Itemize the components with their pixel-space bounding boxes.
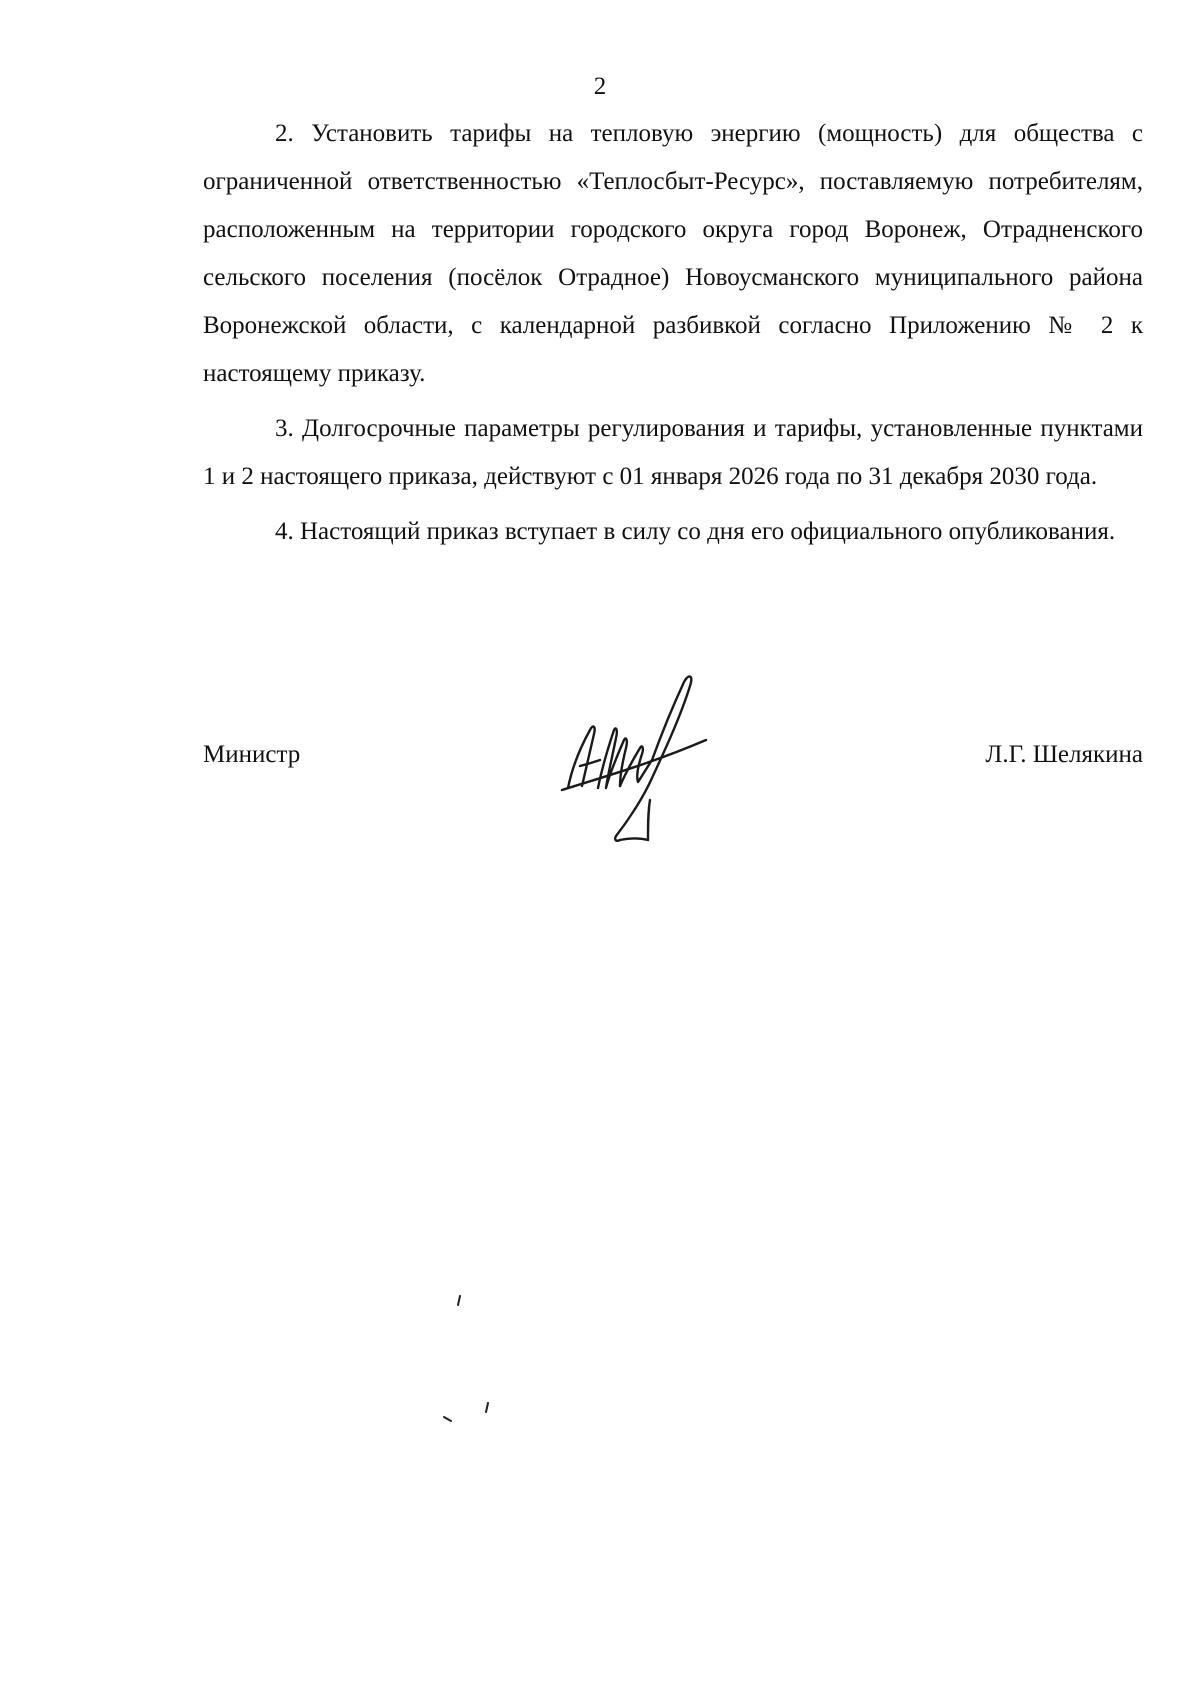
scan-speck: [443, 1415, 455, 1423]
document-body: [203, 110, 1143, 563]
signatory-position: Министр: [203, 741, 301, 768]
paragraph-3-validity-period: 3. Долгосрочные параметры регулирования и тарифы, установленные пунктами 1 и 2 настоящего приказа, действуют с 01 января 2026 года по 31 декабря 2030 года.: [203, 415, 1143, 490]
page-number: 2: [593, 73, 607, 100]
handwritten-signature-icon: [560, 668, 710, 848]
paragraph-4-entry-into-force: 4. Настоящий приказ вступает в силу со дня его официального опубликования.: [275, 518, 1116, 545]
paragraph-2-tariffs: 2. Установить тарифы на тепловую энергию (мощность) для общества с ограниченной ответственностью «Теплосбыт-Ресурс», поставляемую потребителям, расположенным на территории городского округа город Воронеж, Отрадненского сельского поселения (посёлок Отрадное) Новоусманского муниципального района Воронежской области, с календарной разбивкой согласно Приложению № 2 к настоящему приказу.: [203, 120, 1143, 387]
signatory-name: Л.Г. Шелякина: [985, 741, 1143, 768]
scan-speck: [483, 1402, 491, 1414]
scan-speck: [455, 1295, 463, 1307]
